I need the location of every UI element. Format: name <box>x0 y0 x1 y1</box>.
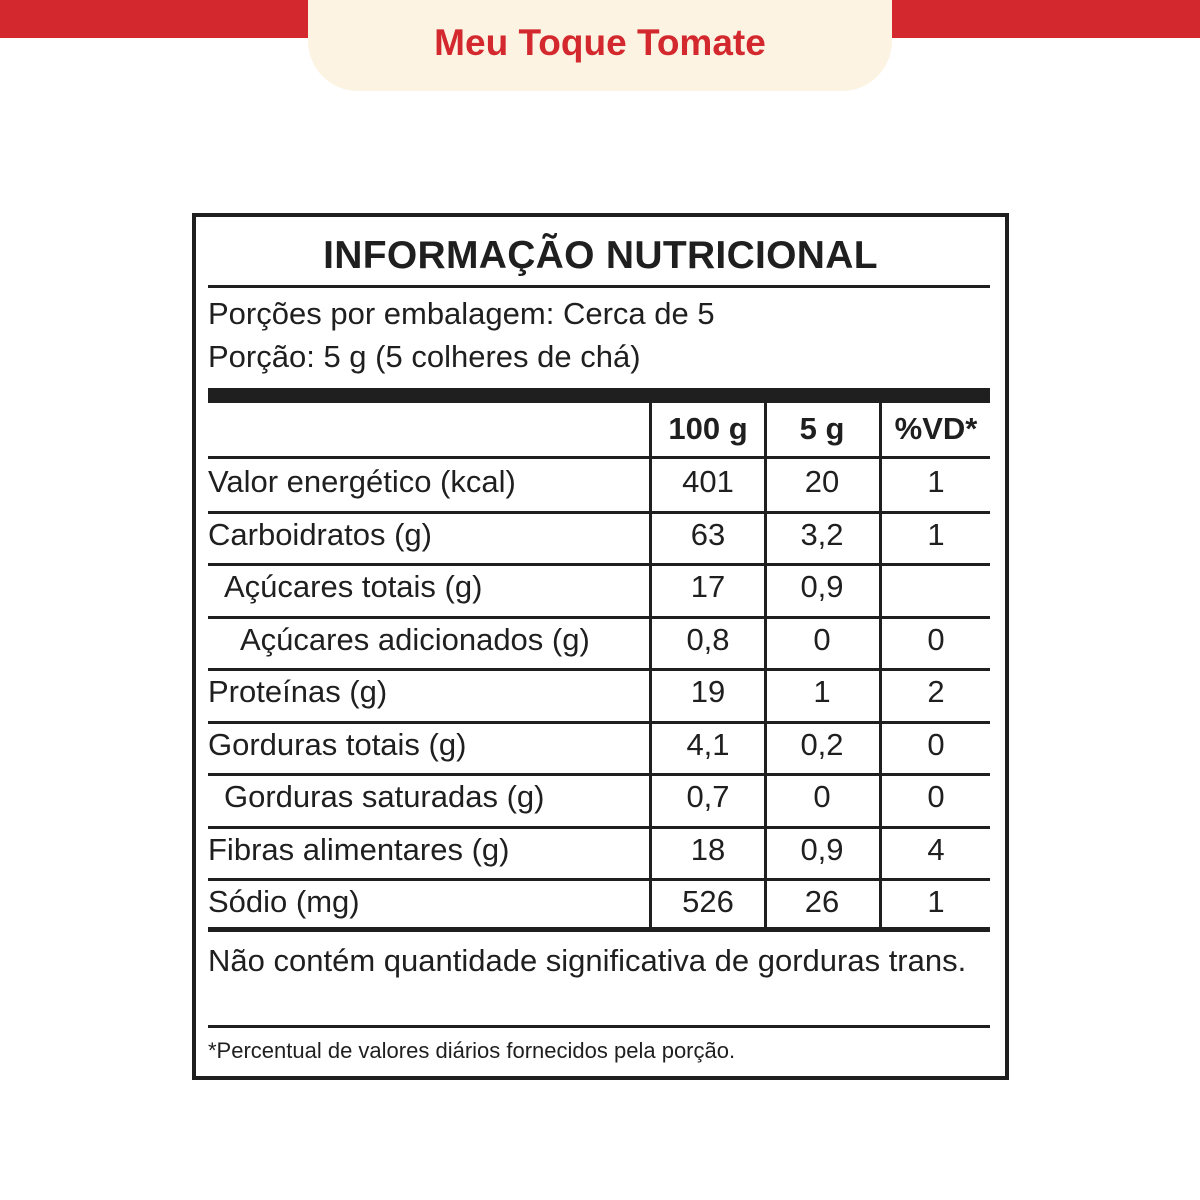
nutrient-value: 63 <box>690 516 726 552</box>
nutrient-value: 19 <box>690 674 726 709</box>
row-divider <box>208 721 990 724</box>
nutrient-label: Carboidratos (g) <box>208 516 432 552</box>
row-divider <box>208 878 990 881</box>
nutrient-value: 0,9 <box>800 831 844 867</box>
nutrient-label: Sódio (mg) <box>208 884 360 919</box>
row-divider <box>208 511 990 514</box>
nutrient-value: 0,9 <box>800 569 844 604</box>
nutrient-value: 401 <box>682 464 734 499</box>
nutrient-value: 0 <box>927 621 945 657</box>
nutrient-value: 526 <box>682 884 734 919</box>
nutrient-value: 1 <box>927 884 945 919</box>
nutrient-value: 0 <box>813 779 831 814</box>
trans-fat-note: Não contém quantidade significativa de gorduras trans. <box>208 943 967 978</box>
nutrient-value: 0,7 <box>686 779 730 814</box>
column-header: %VD* <box>894 411 978 446</box>
nutrient-value: 1 <box>927 516 945 552</box>
row-divider <box>208 826 990 829</box>
nutrient-value: 0,8 <box>686 621 730 657</box>
divider <box>208 285 990 288</box>
nutrient-value: 0 <box>927 779 945 814</box>
footnote: *Percentual de valores diários fornecidos pela porção. <box>208 1038 736 1063</box>
nutrient-value: 0,2 <box>800 726 844 762</box>
nutrient-value: 3,2 <box>800 516 844 552</box>
divider <box>208 1025 990 1028</box>
nutrient-label: Valor energético (kcal) <box>208 464 516 499</box>
thick-divider <box>208 388 990 403</box>
nutrient-value: 4 <box>927 831 945 867</box>
nutrient-value: 4,1 <box>686 726 730 762</box>
nutrient-value: 1 <box>927 464 945 499</box>
column-header: 100 g <box>668 411 748 446</box>
nutrient-label: Açúcares totais (g) <box>224 569 483 604</box>
row-divider <box>208 668 990 671</box>
nutrient-label: Gorduras saturadas (g) <box>224 779 545 814</box>
row-divider <box>208 773 990 776</box>
header-divider <box>208 456 990 459</box>
nutrient-value: 0 <box>813 621 831 657</box>
row-divider <box>208 616 990 619</box>
nutrient-value: 0 <box>927 726 945 762</box>
nutrient-value: 2 <box>927 674 945 709</box>
nutrient-label: Açúcares adicionados (g) <box>240 621 590 657</box>
nutrient-label: Gorduras totais (g) <box>208 726 467 762</box>
nutrient-value: 26 <box>804 884 840 919</box>
row-divider <box>208 563 990 566</box>
label-title: INFORMAÇÃO NUTRICIONAL <box>323 234 878 277</box>
nutrient-value: 20 <box>804 464 840 499</box>
product-name-tab <box>308 0 892 91</box>
servings-per-package: Porções por embalagem: Cerca de 5 <box>208 296 715 331</box>
serving-size: Porção: 5 g (5 colheres de chá) <box>208 339 641 374</box>
nutrient-label: Fibras alimentares (g) <box>208 831 510 867</box>
nutrition-facts-label <box>192 213 1009 1080</box>
nutrient-value: 18 <box>690 831 726 867</box>
nutrient-value: 17 <box>690 569 726 604</box>
product-name: Meu Toque Tomate <box>434 21 766 63</box>
column-header: 5 g <box>799 411 845 446</box>
nutrient-label: Proteínas (g) <box>208 674 388 709</box>
nutrient-value: 1 <box>813 674 831 709</box>
table-bottom-divider <box>208 927 990 932</box>
